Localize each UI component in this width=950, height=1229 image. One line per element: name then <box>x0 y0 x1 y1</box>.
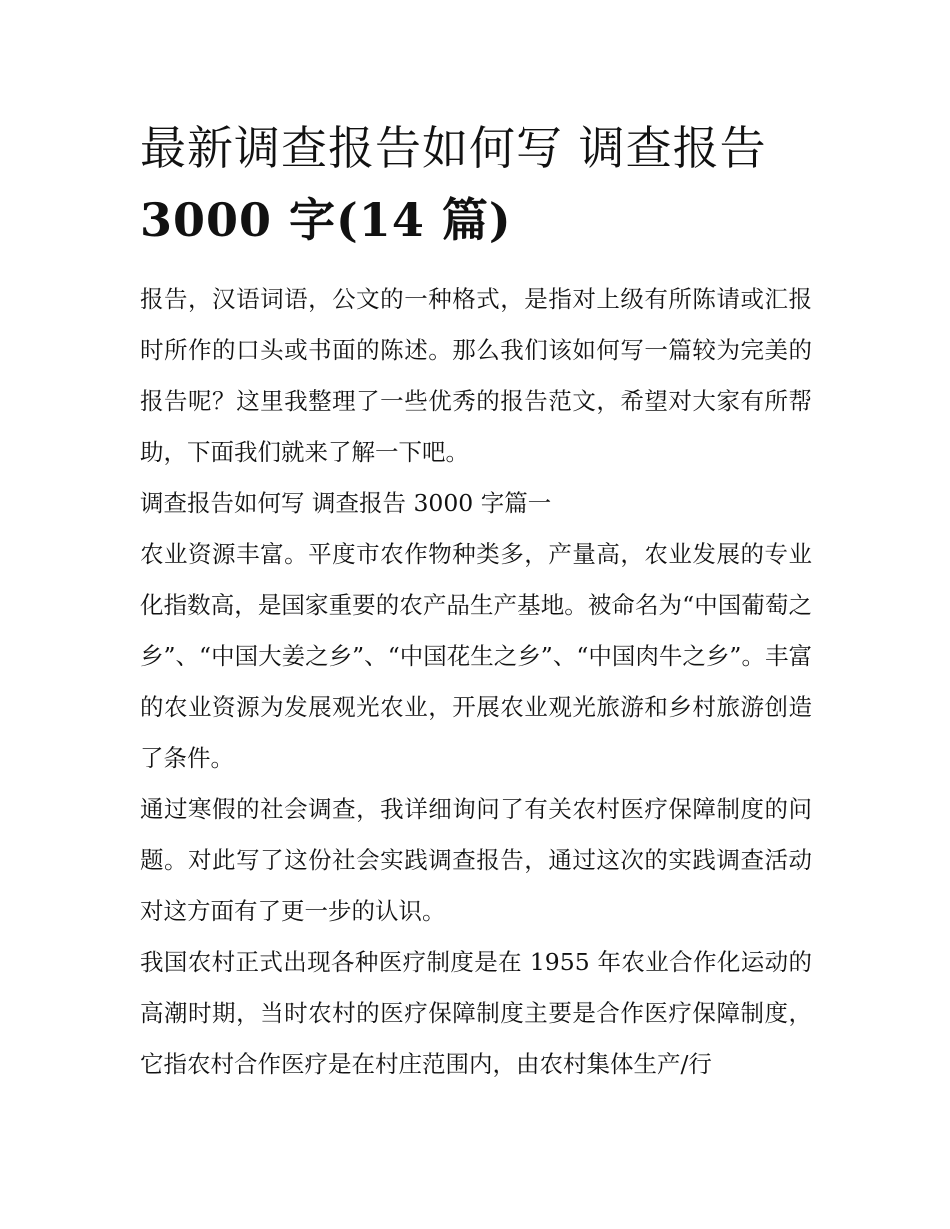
document-page <box>140 112 812 1090</box>
body-paragraph-2: 通过寒假的社会调查，我详细询问了有关农村医疗保障制度的问题。对此写了这份社会实践调查报告，通过这次的实践调查活动对这方面有了更一步的认识。 <box>140 795 812 925</box>
section-heading: 调查报告如何写 调查报告 3000 字篇一 <box>140 489 552 517</box>
body-paragraph-3: 我国农村正式出现各种医疗制度是在 1955 年农业合作化运动的高潮时期，当时农村的医疗保障制度主要是合作医疗保障制度，它指农村合作医疗是在村庄范围内，由农村集体生产/行 <box>140 948 812 1078</box>
intro-paragraph: 报告，汉语词语，公文的一种格式，是指对上级有所陈请或汇报时所作的口头或书面的陈述。那么我们该如何写一篇较为完美的报告呢？这里我整理了一些优秀的报告范文，希望对大家有所帮助，下面我们就来了解一下吧。 <box>140 285 812 466</box>
title-line-2: 3000 字(14 篇) <box>140 193 512 247</box>
document-title <box>140 112 812 256</box>
body-paragraph-1: 农业资源丰富。平度市农作物种类多，产量高，农业发展的专业化指数高，是国家重要的农产品生产基地。被命名为“中国葡萄之乡”、“中国大姜之乡”、“中国花生之乡”、“中国肉牛之乡”。丰富的农业资源为发展观光农业，开展农业观光旅游和乡村旅游创造了条件。 <box>140 540 812 772</box>
title-line-1: 最新调查报告如何写 调查报告 <box>140 121 767 175</box>
